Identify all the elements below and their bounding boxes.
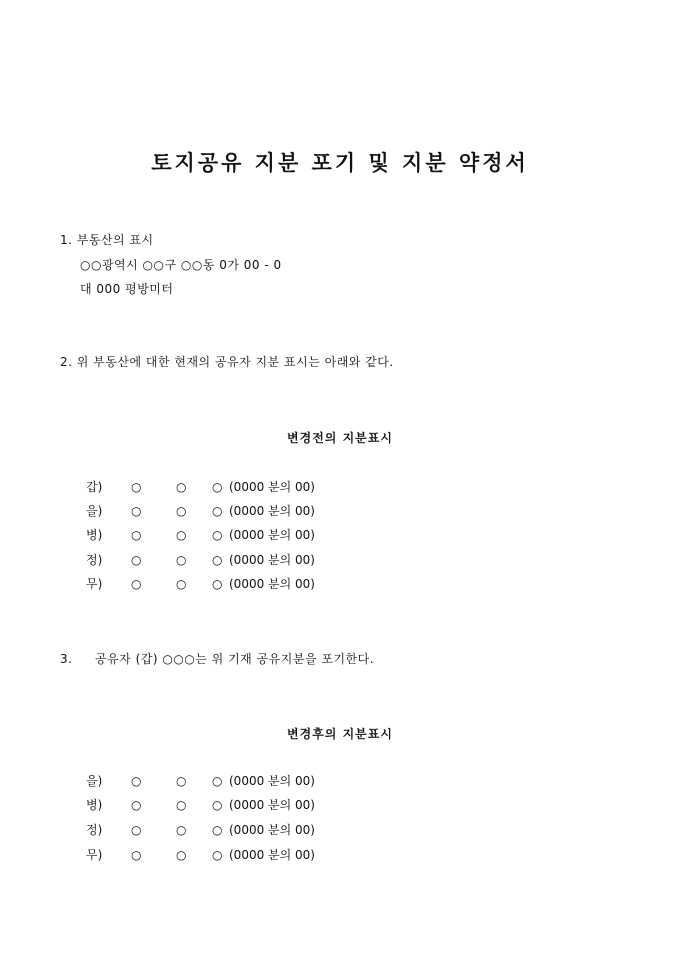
owner-label: 무) bbox=[86, 577, 103, 591]
table-row bbox=[0, 848, 680, 862]
name-char-2: ○ bbox=[176, 528, 187, 542]
name-char-1: ○ bbox=[131, 823, 142, 837]
table-row bbox=[0, 504, 680, 518]
name-char-2: ○ bbox=[176, 774, 187, 788]
owner-label: 갑) bbox=[86, 480, 103, 494]
owner-label: 병) bbox=[86, 528, 103, 542]
section3-text: 공유자 (갑) ○○○는 위 기재 공유지분을 포기한다. bbox=[95, 652, 375, 666]
name-char-2: ○ bbox=[176, 848, 187, 862]
name-char-1: ○ bbox=[131, 577, 142, 591]
name-char-2: ○ bbox=[176, 798, 187, 812]
share-value: (0000 분의 00) bbox=[229, 577, 315, 591]
name-char-2: ○ bbox=[176, 480, 187, 494]
name-char-1: ○ bbox=[131, 504, 142, 518]
name-char-3: ○ bbox=[212, 528, 223, 542]
name-char-3: ○ bbox=[212, 774, 223, 788]
name-char-2: ○ bbox=[176, 577, 187, 591]
section3-number: 3. bbox=[60, 652, 73, 666]
after-heading: 변경후의 지분표시 bbox=[287, 727, 393, 741]
name-char-2: ○ bbox=[176, 823, 187, 837]
name-char-1: ○ bbox=[131, 798, 142, 812]
table-row bbox=[0, 480, 680, 494]
name-char-3: ○ bbox=[212, 823, 223, 837]
name-char-3: ○ bbox=[212, 504, 223, 518]
property-address: ○○광역시 ○○구 ○○동 0가 00 - 0 bbox=[80, 258, 282, 272]
section1-heading: 1. 부동산의 표시 bbox=[60, 233, 154, 247]
section2-text: 2. 위 부동산에 대한 현재의 공유자 지분 표시는 아래와 같다. bbox=[60, 355, 394, 369]
document-title: 토지공유 지분 포기 및 지분 약정서 bbox=[151, 150, 529, 175]
share-value: (0000 분의 00) bbox=[229, 774, 315, 788]
name-char-3: ○ bbox=[212, 577, 223, 591]
name-char-3: ○ bbox=[212, 848, 223, 862]
name-char-3: ○ bbox=[212, 798, 223, 812]
share-value: (0000 분의 00) bbox=[229, 504, 315, 518]
owner-label: 정) bbox=[86, 553, 103, 567]
name-char-1: ○ bbox=[131, 528, 142, 542]
share-value: (0000 분의 00) bbox=[229, 848, 315, 862]
owner-label: 무) bbox=[86, 848, 103, 862]
name-char-2: ○ bbox=[176, 553, 187, 567]
share-value: (0000 분의 00) bbox=[229, 823, 315, 837]
name-char-1: ○ bbox=[131, 480, 142, 494]
share-value: (0000 분의 00) bbox=[229, 553, 315, 567]
table-row bbox=[0, 823, 680, 837]
table-row bbox=[0, 798, 680, 812]
share-value: (0000 분의 00) bbox=[229, 798, 315, 812]
table-row bbox=[0, 528, 680, 542]
name-char-1: ○ bbox=[131, 848, 142, 862]
name-char-3: ○ bbox=[212, 553, 223, 567]
share-value: (0000 분의 00) bbox=[229, 480, 315, 494]
before-heading: 변경전의 지분표시 bbox=[287, 431, 393, 445]
share-value: (0000 분의 00) bbox=[229, 528, 315, 542]
table-row bbox=[0, 577, 680, 591]
table-row bbox=[0, 774, 680, 788]
owner-label: 정) bbox=[86, 823, 103, 837]
name-char-1: ○ bbox=[131, 774, 142, 788]
owner-label: 을) bbox=[86, 774, 103, 788]
table-row bbox=[0, 553, 680, 567]
owner-label: 병) bbox=[86, 798, 103, 812]
name-char-3: ○ bbox=[212, 480, 223, 494]
name-char-1: ○ bbox=[131, 553, 142, 567]
property-area: 대 000 평방미터 bbox=[80, 282, 174, 296]
name-char-2: ○ bbox=[176, 504, 187, 518]
owner-label: 을) bbox=[86, 504, 103, 518]
